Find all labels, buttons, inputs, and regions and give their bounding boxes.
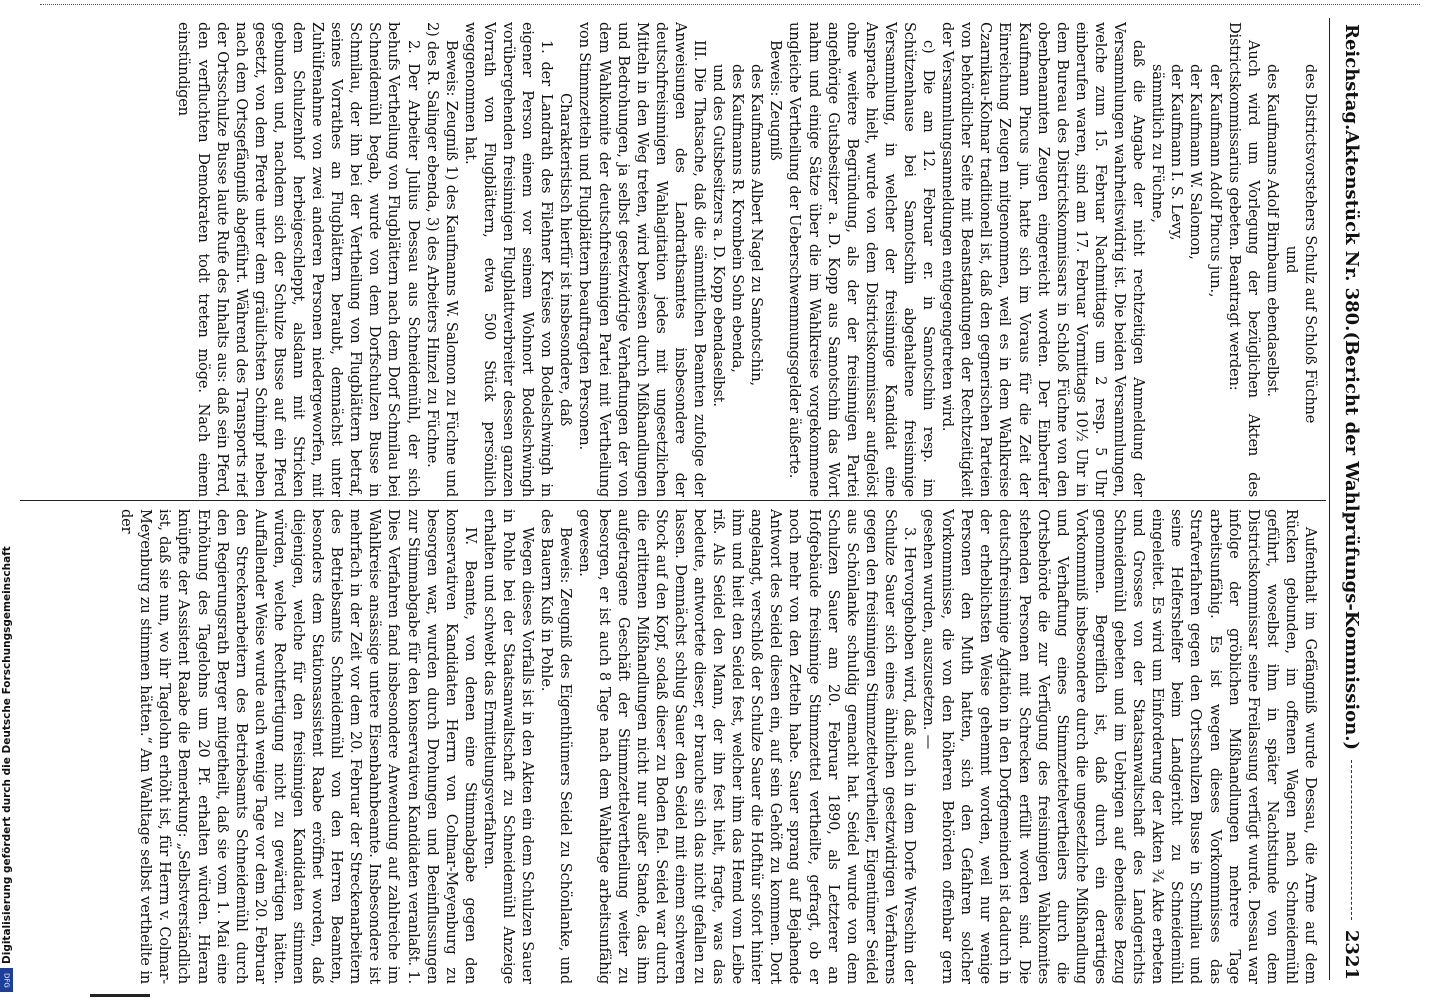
scanned-page [0,4,1390,994]
paragraph: 1. der Landrath des Filehner Kreises von Bodelschwingh in eigener Person einem vor seinem Wohnort Bodelschwingh vorübergehenden freisinnigen Flugblattverbreiter dessen ganzen Vorrath von Flugblättern, etwa 500 Stück persönlich weggenommen hat. [461,22,556,497]
header-rule [1329,18,1330,980]
paragraph: des Kaufmanns Adolf Birnbaum ebendaselbst. [1263,64,1281,397]
dfg-logo-icon: DFG [0,968,13,992]
paragraph: Charakteristisch hierfür ist insbesondere, daß [557,92,575,427]
paragraph: und des Gutsbesitzers a. D. Kopp ebendaselbst. [710,64,728,407]
paragraph: der Kaufmann W. Salomon, [1187,64,1205,260]
paragraph: 3. Hervorgehoben wird, daß auch in dem Dorfe Wreschin der Schulze Sauer sich eines ähnlichen gesetzwidrigen Verfahrens gegen den freisinnigen Stimmzettelvertheiler, Eigentümer Seidel aus Schönlanke schuldig gemacht hat. Seidel wurde von dem Schulzen Sauer am 20. Februar 1890, als Letzterer an Hofgebäude freisinnige Stimmzettel vertheilte, gefragt, ob er noch mehr von den Zetteln habe. Sauer sprang auf Bejahende Antwort des Seidel diesen ein, auf sein Gehöft zu kommen. Dort angelangt, verschloß der Schulze Sauer die Hofthür sofort hinter ihm und hielt den Seidel fest, welcher ihm das Hemd vom Leibe riß. Als Seidel den Mann, der ihn fest hielt, fragte, was das bedeute, antwortete dieser, er brauche sich das nicht gefallen zu lassen. Demnächst schlug Sauer den Seidel mit einem schweren Stock auf den Kopf, sodaß dieser zu Boden fiel. Seidel war durch die erlittenen Mißhandlungen nicht nur außer Stande, das ihm aufgetragene Geschäft der Stimmzettelvertheilung weiter zu besorgen, er ist auch 8 Tage nach dem Wahltage arbeitsunfähig gewesen. [576,509,919,984]
paragraph: Aufenthalt im Gefängniß wurde Dessau, die Arme auf dem Rücken gebunden, im offenen Wagen nach Schneidemühl geführt, woselbst ihm in später Nachtstunde von dem Districtskommissar seine Freilassung verfügt wurde. Dessau war infolge der gröblichen Mißhandlungen mehrere Tage arbeitsunfähig. Es ist wegen dieses Vorkommnisses das Strafverfahren gegen den Ortsschulzen Busse in Schmilau und seine Helfershelfer beim Landgericht zu Schneidemühl eingeleitet. Es wird um Einforderung der Akten ¾ Akte erbeten und Grosses von der Staatsanwaltschaft des Landgerichts Schneidemühl gebeten und im Uebrigen auf ebendiese Bezug genommen. Begreiflich ist, daß durch ein derartiges Vorkommniß insbesondere durch die ungesetzliche Mißhandlung und Verhaftung eines Stimmzettelvertheilers durch die Ortsbehörde die zur Verfügung des freisinnigen Wahlkomites stehenden Personen mit Schrecken erfüllt worden sind. Die deutschfreisinnige Agitation in den Dorfgemeinden ist dadurch in der erheblichsten Weise gehemmt worden, weil nur wenige Personen den Muth hatten, sich den Gefahren solcher Vorkommnisse, die von den höheren Behörden offenbar gern gesehen wurden, auszusetzen. — [920,509,1319,984]
paragraph: Auch wird um Vorlegung der bezüglichen Akten des Districtskommissarius gebeten. Beantragt werden: [1225,22,1262,497]
page-header [1332,24,1372,980]
paragraph: des Districtsvorstehers Schulz auf Schloß Füchne [1302,64,1319,424]
header-dash-line [1352,760,1353,920]
text-column-left [20,22,1320,497]
paragraph: Beweis: Zeugniß des Eigenthümers Seidel zu Schönlanke, und des Bauern Kuß in Pohle. [538,509,575,984]
paragraph: Beweis: Zeugniß 1) des Kaufmanns W. Salomon zu Füchne und 2) des R. Salinger ebenda, 3) des Arbeiters Hinzel zu Füchne. [423,22,460,497]
paragraph: Beweis: Zeugniß [767,40,785,161]
paragraph: sämmtlich zu Füchne, [1149,64,1167,223]
paragraph: III. Die Thatsache, daß die sämmtlichen Beamten zufolge der Anweisungen des Landrathsamtes insbesondere der deutschfreisinnigen Wahlagitation jedes mit ungesetzlichen Mitteln in den Weg treten, wird bewiesen durch Mißhandlungen und Bedrohungen, ja selbst gesetzwidrige Verhaftungen der von dem Wahlkomite der deutschfreisinnigen Partei mit Vertheilung von Stimmzetteln und Flugblättern beauftragten Personen. [576,22,708,497]
page-number: 2321 [1341,929,1363,980]
paragraph: 2. Der Arbeiter Julius Dessau aus Schneidemühl, der sich behufs Vertheilung von Flugblättern nach dem Dorf Schmilau bei Schneidemühl begab, wurde von dem Dorfschulzen Busse in Schmilau, der ihn bei der Vertheilung von Flugblättern betraf, seines Vorrathes an Flugblättern beraubt, demnächst unter Zuhülfenahme von zwei anderen Personen niedergeworfen, mit dem Schulzenhof herbeigeschleppt, alsdann mit Stricken gebunden und, nachdem sich der Schulze Busse auf ein Pferd gesetzt, von dem Pferde unter dem gräulichsten Schimpf neben nach dem Ortsgefängniß abgeführt. Während des Transports rief der Ortsschulze Busse laute Rufe des Inhalts aus: daß sein Pferd, den verfluchten Demokraten todt treten möge. Nach einem einstündigen [175,22,422,497]
paragraph: IV. Beamte, von denen eine Stimmabgabe gegen den konservativen Kandidaten Herrn von Colmar-Meyenburg zu besorgen war, wurden durch Drohungen und Beeinflussungen zur Stimmabgabe für den konservativen Kandidaten veranlaßt. 1. Dies Verfahren fand insbesondere Anwendung auf zahlreiche im Wahlkreise ansässige untere Eisenbahnbeamte. Insbesondere ist mehrfach in der Zeit vor dem 20. Februar der Streckenarbeitern des Betriebsamts Schneidemühl von den Herren Beamten, besonders dem Stationsassistent Raabe eröffnet worden, daß diejenigen, welche für den freisinnigen Kandidaten stimmen würden, welche Rechtfertigung nicht zu gewärtigen hätten. Auffallender Weise wurde auch wenige Tage vor dem 20. Februar den Streckenarbeitern des Betriebsamts Schneidemühl durch den Regierungsrath Berger mitgetheilt, daß sie vom 1. Mai eine Erhöhung des Tagelohns um 20 Pf. erhalten würden. Hieran knüpfte der Assistent Raabe die Bemerkung: „Selbstverständlich ist, daß sie nun, wo ihr Tagelohn erhöht ist, für Herrn v. Colmar-Meyenburg zu stimmen hätten.“ Am Wahltage selbst vertheilte in der [118,509,479,984]
paragraph: des Kaufmanns R. Krombein Sohn ebenda, [729,64,747,373]
header-center-paren: (Bericht der Wahlprüfungs-Kommission.) [1341,331,1363,751]
paragraph: c) Die am 12. Februar er. in Samotschin resp. im Schützenhause bei Samotschin abgehaltene freisinnige Versammlung, in welcher der freisinnige Kandidat eine Ansprache hielt, wurde von dem Districtskommissar aufgelöst ohne weitere Begründung, als der der freisinnigen Partei angehörige Gutsbesitzer a. D. Kopp aus Samotschin das Wort nahm und einige Sätze über die im Wahlkreise vorgekommene ungleiche Vertheilung der Ueberschwemmungsgelder äußerte. [786,22,938,497]
paragraph: der Kaufmann I. S. Levy, [1168,64,1186,241]
paragraph: daß die Angabe der nicht rechtzeitigen Anmeldung der Versammlungen wahrheitswidrig ist. Die beiden Versammlungen, welche zum 15. Februar Nachmittags um 2 resp. 5 Uhr einberufen waren, sind am 17. Februar Vormittags 10½ Uhr in dem Bureau des Districtskommissars in Schloß Füchne von den obenbenannten Zeugen eingereicht worden. Der Einberufer Kaufmann Pincus jun. hatte sich im Voraus für die Zeit der Einreichung Zeugen mitgenommen, weil es in dem Wahlkreise Czarnikau-Kolmar traditionell ist, daß den gegnerischen Parteien von behördlicher Seite mit Beanstandungen der Rechtzeitigkeit der Versammlungsanmeldungen entgegengetreten wird. [939,22,1148,497]
text-column-right [20,509,1320,984]
column-divider [20,500,1326,501]
paragraph: Wegen dieses Vorfalls ist in den Akten ein dem Schulzen Sauer in Pohle bei der Staatsanwaltschaft zu Schneidemühl Anzeige erhalten und schwebt das Ermittelungsverfahren. [480,509,537,984]
paragraph: der Kaufmann Adolf Pincus jun., [1206,64,1224,298]
scan-mark [90,994,150,997]
header-center: Aktenstück Nr. 380. [1341,130,1363,332]
digitization-credit: Digitalisierung gefördert durch die Deutsche Forschungsgemeinschaft [1,546,13,964]
paragraph: des Kaufmanns Albert Nagel zu Samotschin, [748,64,766,386]
header-left: Reichstag. [1341,24,1363,131]
paragraph: und [1282,245,1300,274]
